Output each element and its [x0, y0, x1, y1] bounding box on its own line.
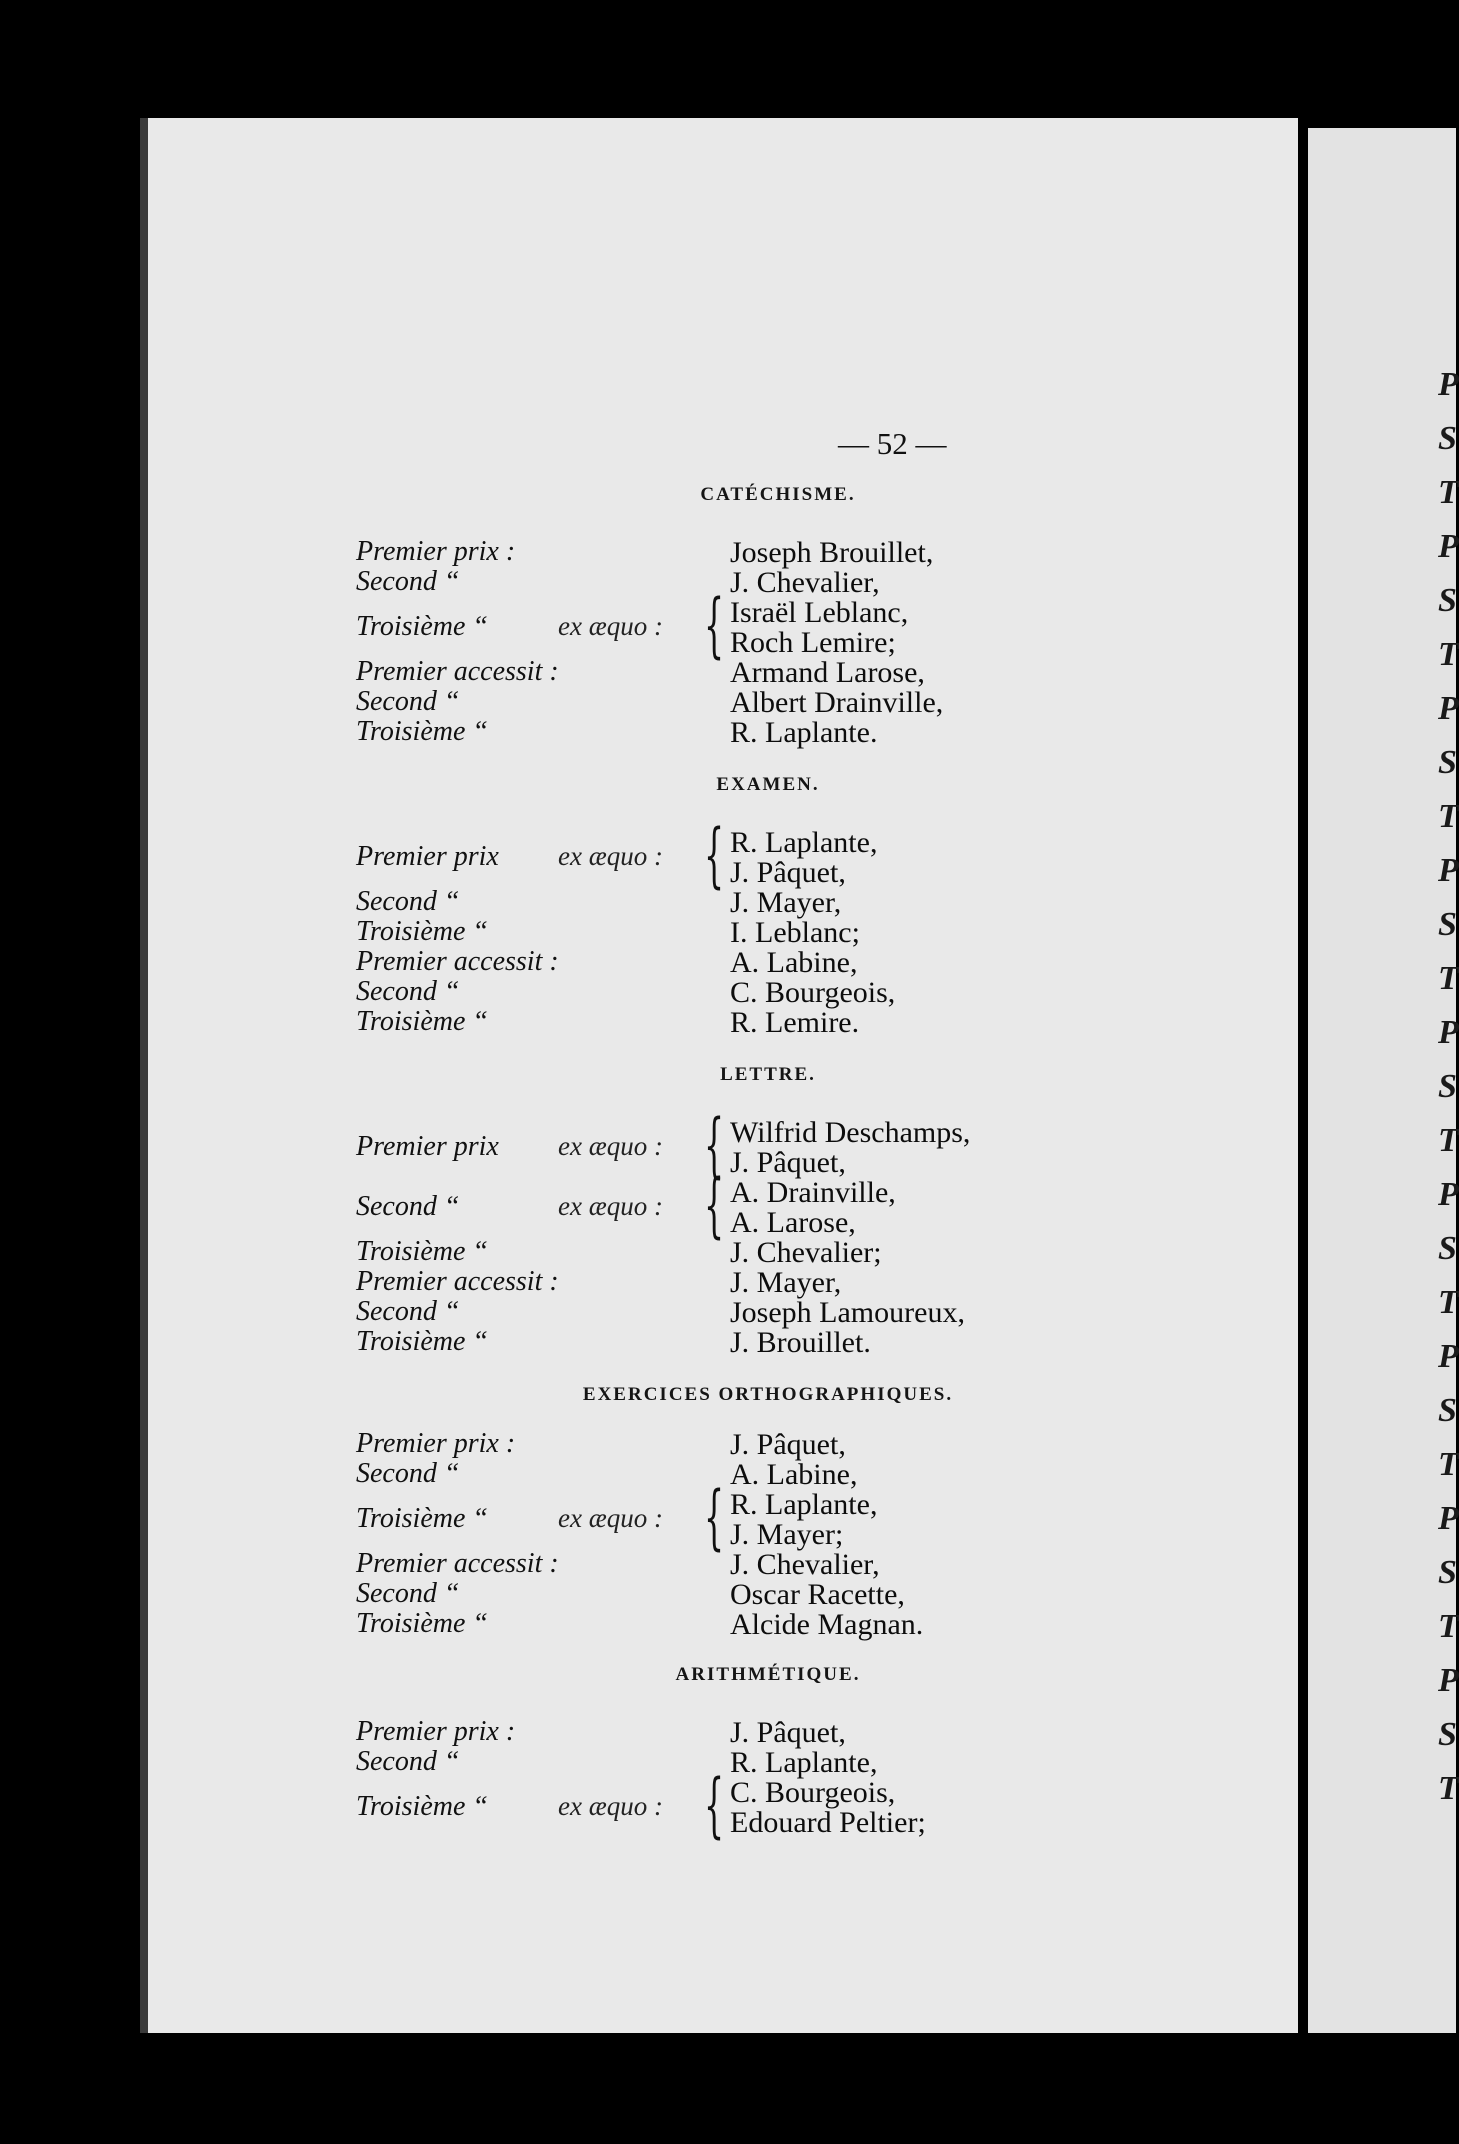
winner-name: J. Mayer, [730, 886, 842, 919]
facing-page-letter: P [1438, 1662, 1459, 1699]
section-heading: EXAMEN. [716, 774, 820, 795]
ex-aequo-note: ex æquo : [558, 1131, 663, 1161]
adjacent-page-edge [1308, 128, 1459, 2033]
prize-label: Troisième “ [356, 1236, 488, 1267]
winner-name: J. Chevalier, [730, 1548, 880, 1581]
winner-name: J. Pâquet, [730, 856, 846, 889]
ex-aequo-note: ex æquo : [558, 611, 663, 641]
facing-page-letter: P [1438, 1500, 1459, 1537]
winner-name: Israël Leblanc, [730, 596, 909, 629]
brace-icon: { [704, 1476, 725, 1558]
prize-label: Premier accessit : [356, 1266, 559, 1297]
facing-page-letter: S [1438, 1554, 1457, 1591]
book-page [140, 118, 1298, 2033]
winner-name: A. Labine, [730, 1458, 858, 1491]
facing-page-letter: T [1438, 1608, 1459, 1645]
prize-label: Premier prix [356, 1131, 499, 1162]
winner-name: J. Mayer; [730, 1518, 844, 1551]
winner-name: I. Leblanc; [730, 916, 860, 949]
winner-name: C. Bourgeois, [730, 976, 896, 1009]
prize-label: Troisième “ [356, 716, 488, 747]
facing-page-letter: T [1438, 1446, 1459, 1483]
prize-label: Premier prix : [356, 1428, 516, 1459]
winner-name: J. Pâquet, [730, 1428, 846, 1461]
facing-page-letter: S [1438, 582, 1457, 619]
facing-page-letter: P [1438, 852, 1459, 889]
section-heading: LETTRE. [720, 1064, 816, 1085]
winner-name: J. Brouillet. [730, 1326, 871, 1359]
brace-icon: { [704, 584, 725, 666]
facing-page-letter: P [1438, 690, 1459, 727]
winner-name: Joseph Brouillet, [730, 536, 934, 569]
facing-page-letter: S [1438, 1392, 1457, 1429]
section-heading: EXERCICES ORTHOGRAPHIQUES. [582, 1384, 954, 1405]
winner-name: J. Pâquet, [730, 1146, 846, 1179]
prize-label: Second “ [356, 1296, 460, 1327]
section-heading: CATÉCHISME. [700, 484, 856, 505]
winner-name: R. Laplante, [730, 1746, 878, 1779]
prize-label: Troisième “ [356, 1791, 488, 1822]
winner-name: Roch Lemire; [730, 626, 896, 659]
prize-label: Second “ [356, 1458, 460, 1489]
facing-page-letter: P [1438, 1176, 1459, 1213]
winner-name: Edouard Peltier; [730, 1806, 926, 1839]
page-number: — 52 — [838, 426, 947, 461]
facing-page-letter: P [1438, 366, 1459, 403]
prize-label: Troisième “ [356, 1608, 488, 1639]
prize-label: Troisième “ [356, 1006, 488, 1037]
winner-name: R. Laplante. [730, 716, 878, 749]
prize-label: Premier prix : [356, 536, 516, 567]
winner-name: Albert Drainville, [730, 686, 944, 719]
prize-label: Second “ [356, 566, 460, 597]
facing-page-letter: T [1438, 1284, 1459, 1321]
prize-label: Premier accessit : [356, 946, 559, 977]
facing-page-letter: T [1438, 1770, 1459, 1807]
facing-page-letter: T [1438, 636, 1459, 673]
facing-page-letter: S [1438, 1230, 1457, 1267]
prize-label: Second “ [356, 886, 460, 917]
winner-name: Oscar Racette, [730, 1578, 905, 1611]
winner-name: A. Drainville, [730, 1176, 896, 1209]
prize-label: Premier prix [356, 841, 499, 872]
winner-name: A. Labine, [730, 946, 858, 979]
winner-name: J. Mayer, [730, 1266, 842, 1299]
winner-name: Wilfrid Deschamps, [730, 1116, 971, 1149]
ex-aequo-note: ex æquo : [558, 1503, 663, 1533]
prize-label: Troisième “ [356, 611, 488, 642]
prize-label: Second “ [356, 1578, 460, 1609]
winner-name: J. Chevalier, [730, 566, 880, 599]
winner-name: J. Chevalier; [730, 1236, 882, 1269]
facing-page-letter: S [1438, 1716, 1457, 1753]
ex-aequo-note: ex æquo : [558, 841, 663, 871]
winner-name: R. Laplante, [730, 826, 878, 859]
facing-page-letter: S [1438, 744, 1457, 781]
winner-name: A. Larose, [730, 1206, 856, 1239]
brace-icon: { [704, 1104, 725, 1186]
facing-page-letter: T [1438, 1122, 1459, 1159]
prize-label: Second “ [356, 976, 460, 1007]
prize-label: Premier prix : [356, 1716, 516, 1747]
brace-icon: { [704, 1164, 725, 1246]
facing-page-letter: P [1438, 1014, 1459, 1051]
brace-icon: { [704, 814, 725, 896]
winner-name: J. Pâquet, [730, 1716, 846, 1749]
winner-name: Alcide Magnan. [730, 1608, 924, 1641]
prize-label: Premier accessit : [356, 656, 559, 687]
winner-name: C. Bourgeois, [730, 1776, 896, 1809]
winner-name: R. Lemire. [730, 1006, 860, 1039]
winner-name: Joseph Lamoureux, [730, 1296, 965, 1329]
prize-label: Troisième “ [356, 1503, 488, 1534]
facing-page-letter: S [1438, 420, 1457, 457]
ex-aequo-note: ex æquo : [558, 1191, 663, 1221]
facing-page-letter: P [1438, 1338, 1459, 1375]
facing-page-letter: S [1438, 906, 1457, 943]
prize-label: Second “ [356, 686, 460, 717]
brace-icon: { [704, 1764, 725, 1846]
winner-name: Armand Larose, [730, 656, 925, 689]
ex-aequo-note: ex æquo : [558, 1791, 663, 1821]
facing-page-letter: T [1438, 960, 1459, 997]
facing-page-letter: S [1438, 1068, 1457, 1105]
facing-page-letter: T [1438, 798, 1459, 835]
prize-label: Second “ [356, 1746, 460, 1777]
winner-name: R. Laplante, [730, 1488, 878, 1521]
section-heading: ARITHMÉTIQUE. [675, 1664, 861, 1685]
prize-label: Troisième “ [356, 1326, 488, 1357]
facing-page-letter: P [1438, 528, 1459, 565]
prize-label: Second “ [356, 1191, 460, 1222]
facing-page-letter: T [1438, 474, 1459, 511]
prize-label: Troisième “ [356, 916, 488, 947]
prize-label: Premier accessit : [356, 1548, 559, 1579]
